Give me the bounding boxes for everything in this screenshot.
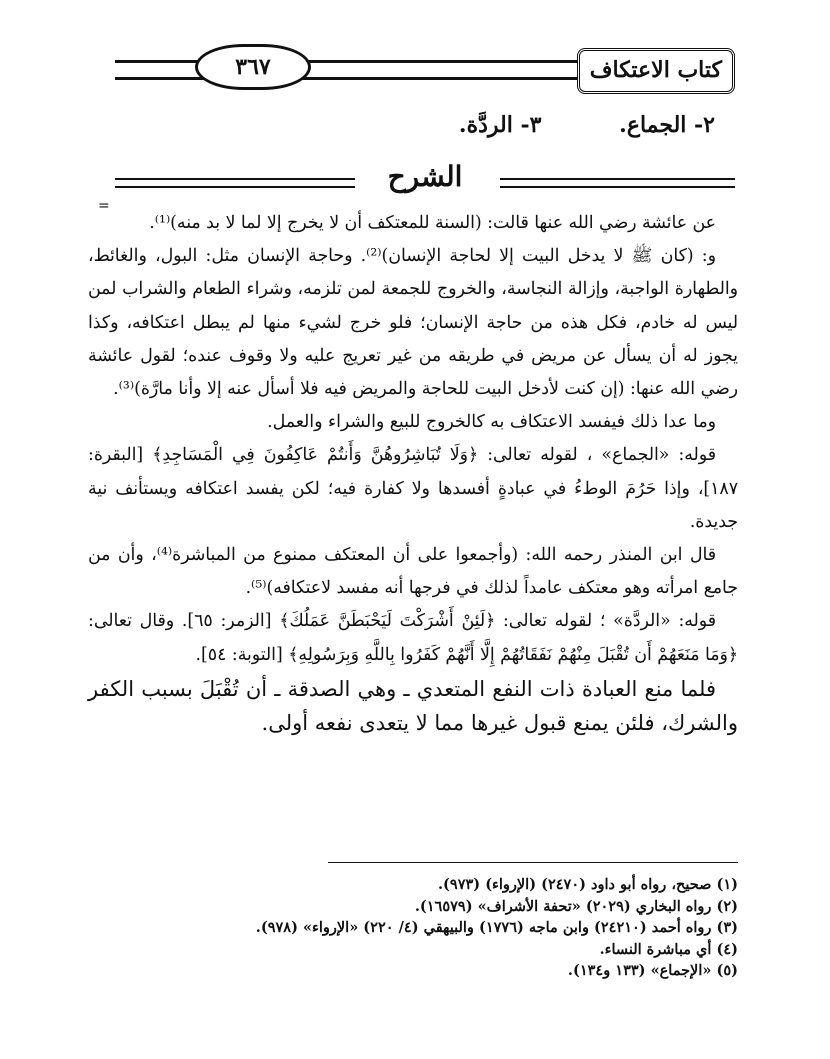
paragraph: قوله: «الجماع» ، لقوله تعالى: ﴿وَلَا تُبَاشِرُوهُنَّ وَأَنتُمْ عَاكِفُونَ فِي الْمَسَاجِدِ﴾ [البقرة: ١٨٧]، وإذا حَرُمَ الوطءُ في عبادةٍ أفسدها ولا كفارة فيه؛ لكن يفسد اعتكافه ويستأنف نية جديدة. bbox=[88, 445, 738, 532]
paragraph: قوله: «الردَّة» ؛ لقوله تعالى: ﴿لَئِنْ أَشْرَكْتَ لَيَحْبَطَنَّ عَمَلُكَ﴾ [الزمر: ٦٥]. وقال تعالى: ﴿وَمَا مَنَعَهُمْ أَن تُقْبَلَ مِنْهُمْ نَفَقَاتُهُمْ إِلَّا أَنَّهُمْ كَفَرُوا بِاللَّهِ وَبِرَسُولِهِ﴾ [التوبة: ٥٤]. bbox=[88, 611, 738, 665]
paragraph: فلما منع العبادة ذات النفع المتعدي ـ وهي الصدقة ـ أن تُقْبَلَ بسبب الكفر والشرك، فلئن يمنع قبول غيرها مما لا يتعدى نفعه أولى. bbox=[88, 676, 738, 735]
paragraph: قال ابن المنذر رحمه الله: (وأجمعوا على أن المعتكف ممنوع من المباشرة⁽⁴⁾، وأن من جامع امرأته وهو معتكف عامداً لذلك في فرجها أنه مفسد لاعتكافه)⁽⁵⁾. bbox=[88, 545, 738, 599]
sub-item-ridda: ٣- الردَّة. bbox=[458, 112, 542, 138]
page-header bbox=[115, 48, 735, 100]
section-title: الشرح bbox=[387, 160, 463, 193]
footnote: (٢) رواه البخاري (٢٠٢٩) «تحفة الأشراف» (١٦٥٧٩). bbox=[414, 897, 738, 915]
footnote-divider bbox=[328, 862, 738, 863]
sub-items bbox=[115, 112, 715, 148]
footnotes bbox=[88, 874, 738, 982]
book-title: كتاب الاعتكاف bbox=[577, 48, 735, 94]
section-heading bbox=[115, 160, 735, 200]
footnote: (٣) رواه أحمد (٢٤٢١٠) وابن ماجه (١٧٧٦) والبيهقي (٤/ ٢٢٠) «الإرواء» (٩٧٨). bbox=[255, 919, 738, 936]
body-text bbox=[88, 207, 738, 740]
footnote: (٥) «الإجماع» (١٣٣ و١٣٤). bbox=[567, 962, 738, 979]
footnote: (٤) أي مباشرة النساء. bbox=[599, 940, 738, 958]
continuation-mark: = bbox=[98, 198, 110, 214]
paragraph: وما عدا ذلك فيفسد الاعتكاف به كالخروج للبيع والشراء والعمل. bbox=[267, 412, 716, 433]
page-number: ٣٦٧ bbox=[195, 44, 311, 90]
heading-rule-right bbox=[500, 178, 735, 188]
paragraph: و: (كان ﷺ لا يدخل البيت إلا لحاجة الإنسان)⁽²⁾. وحاجة الإنسان مثل: البول، والغائط، والطهارة الواجبة، وإزالة النجاسة، والخروج للجمعة لمن تلزمه، وشراء الطعام والشراب لمن ليس له خادم، فكل هذه من حاجة الإنسان؛ فلو خرج لشيء منها لم يبطل اعتكافه، وكذا يجوز له أن يسأل عن مريض في طريقه من غير تعريج عليه ولا وقوف عنده؛ لقول عائشة رضي الله عنها: (إن كنت لأدخل البيت للحاجة والمريض فيه فلا أسأل عنه إلا وأنا مارَّة)⁽³⁾. bbox=[88, 246, 738, 400]
header-rule bbox=[115, 60, 605, 80]
paragraph: عن عائشة رضي الله عنها قالت: (السنة للمعتكف أن لا يخرج إلا لما لا بد منه)⁽¹⁾. bbox=[149, 213, 716, 233]
sub-item-jimaa: ٢- الجماع. bbox=[619, 112, 715, 138]
heading-rule-left bbox=[115, 178, 355, 188]
footnote: (١) صحيح، رواه أبو داود (٢٤٧٠) (الإرواء) (٩٧٣). bbox=[437, 876, 738, 893]
